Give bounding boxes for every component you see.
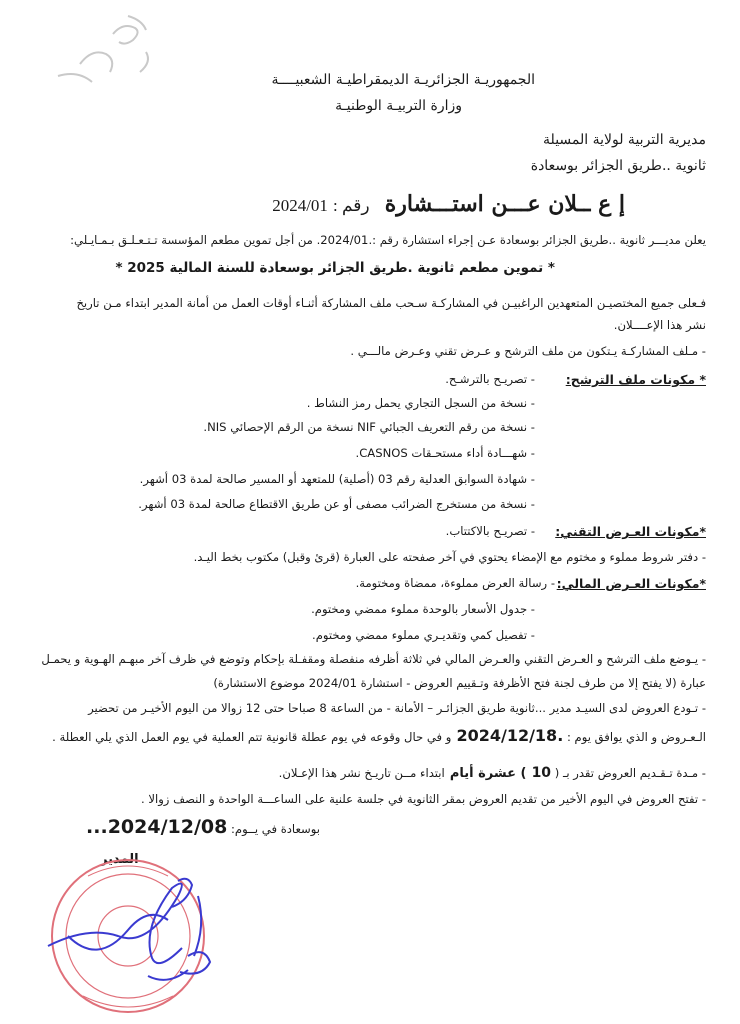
duration-suffix: ابتداء مــن تاريـخ نشر هذا الإعـلان.	[278, 766, 445, 780]
signature-place-label: بوسعادة في يــوم:	[227, 822, 320, 836]
candidacy-item: - نسخة من مستخرج الضرائب مصفى أو عن طريق الاقتطاع صالحة لمدة 03 أشهر.	[138, 497, 535, 511]
duration-days: ) عشرة أيام	[449, 766, 527, 781]
official-stamp-icon	[28, 836, 238, 1021]
duration-line	[279, 762, 706, 781]
candidacy-heading: * مكونات ملف الترشح:	[565, 372, 706, 387]
subject-line: * تموين مطعم ثانوية .طريق الجزائر بوسعادة للسنة المالية 2025 *	[115, 260, 555, 276]
duration-prefix: - مـدة تـقـديم العروض تقدر بـ (	[551, 766, 706, 780]
deadline-line1: - تـودع العروض لدى السيـد مدير ...ثانوية طريق الجزائـر – الأمانة - من الساعة 8 صباحا حتى 12 زوالا من اليوم الأخيـر من تحضير	[88, 701, 706, 715]
candidacy-item: - نسخة من رقم التعريف الجبائي NIF نسخة من الرقم الإحصائي NIS.	[203, 420, 535, 434]
intro-text: يعلن مديـــر ثانوية ..طريق الجزائر بوسعادة عـن إجراء استشارة رقم :.2024/01. من أجل تموين مطعم المؤسسة تـتـعـلـق بـمـايـلي:	[70, 233, 706, 247]
title-number: 2024/01	[272, 196, 328, 215]
deadline-suffix: و في حال وقوعه في يوم عطلة قانونية تتم العملية في يوم العمل الذي يلي العطلة .	[52, 730, 452, 744]
duration-number: 10	[531, 765, 552, 781]
directorate-name: مديرية التربية لولاية المسيلة	[543, 132, 706, 148]
para1-line2: نشر هذا الإعــــلان.	[613, 318, 706, 332]
title-text: إ ع ــلان عـــن استـــشارة	[384, 191, 625, 217]
technical-heading: *مكونات العـرض التقني:	[555, 524, 706, 539]
technical-item: - دفتر شروط مملوء و مختوم مع الإمضاء يحتوي في آخر صفحته على العبارة (قرئ وقبل) مكتوب بخط اليـد.	[193, 550, 706, 564]
file-note: - مـلف المشاركـة يـتكون من ملف الترشح و عـرض تقني وعـرض مالـــي .	[350, 344, 706, 358]
deadline-line2	[52, 726, 706, 745]
signature-date: ...2024/12/08	[86, 816, 228, 838]
candidacy-item: - شهادة السوابق العدلية رقم 03 (أصلية) للمتعهد أو المسير صالحة لمدة 03 أشهر.	[139, 472, 535, 486]
candidacy-item: - نسخة من السجل التجاري يحمل رمز النشاط .	[306, 396, 535, 410]
para1-line1: فـعلى جميع المختصيـن المتعهدين الراغبيـن في المشاركـة سـحب ملف المشاركة أثنـاء أوقات العمل من أمانة المدير ابتداء مـن تاريخ	[76, 296, 706, 310]
financial-item: - جدول الأسعار بالوحدة مملوء ممضي ومختوم.	[311, 602, 535, 616]
candidacy-item: - شهـــادة أداء مستحـقات CASNOS.	[355, 446, 535, 460]
republic-header: الجمهوريـة الجزائريـة الديمقراطيـة الشعبيــــة	[271, 72, 535, 88]
title-number-label: رقم :	[333, 196, 370, 215]
financial-item: - تفصيل كمي وتقديـري مملوء ممضي ومختوم.	[312, 628, 535, 642]
signature-role: المدير	[100, 852, 139, 867]
deadline-date: 2024/12/18.	[456, 726, 564, 745]
candidacy-item: - تصريـح بالترشـح.	[445, 372, 535, 386]
opening-line: - تفتح العروض في اليوم الأخير من تقديم العروض بمقر الثانوية في جلسة علنية على الساعـــة الواحدة و النصف زوالا .	[140, 792, 706, 806]
deadline-prefix: الـعـروض و الذي يوافق يوم :	[563, 730, 706, 744]
deposit-line2: عبارة (لا يفتح إلا من طرف لجنة فتح الأظرفة وتـقييم العروض - استشارة 2024/01 موضوع الاستشارة)	[213, 676, 706, 690]
school-name: ثانوية ..طريق الجزائر بوسعادة	[530, 158, 706, 174]
financial-heading: *مكونات العـرض المالي:	[556, 576, 706, 591]
faint-stamp-icon	[18, 4, 168, 104]
page-title	[272, 191, 625, 217]
financial-item: - رسالة العرض مملوءة، ممضاة ومختومة.	[355, 576, 555, 590]
signature-place-date	[86, 816, 320, 838]
ministry-header: وزارة التربيـة الوطنيـة	[335, 98, 462, 114]
technical-item: - تصريـح بالاكتتاب.	[445, 524, 535, 538]
deposit-line1: - يـوضع ملف الترشح و العـرض التقني والعـرض المالي في ثلاثة أظرفه منفصلة ومقفـلة بإحكام وتوضع في ظرف آخر مبهـم الهـوية و يحمـل	[41, 652, 706, 666]
